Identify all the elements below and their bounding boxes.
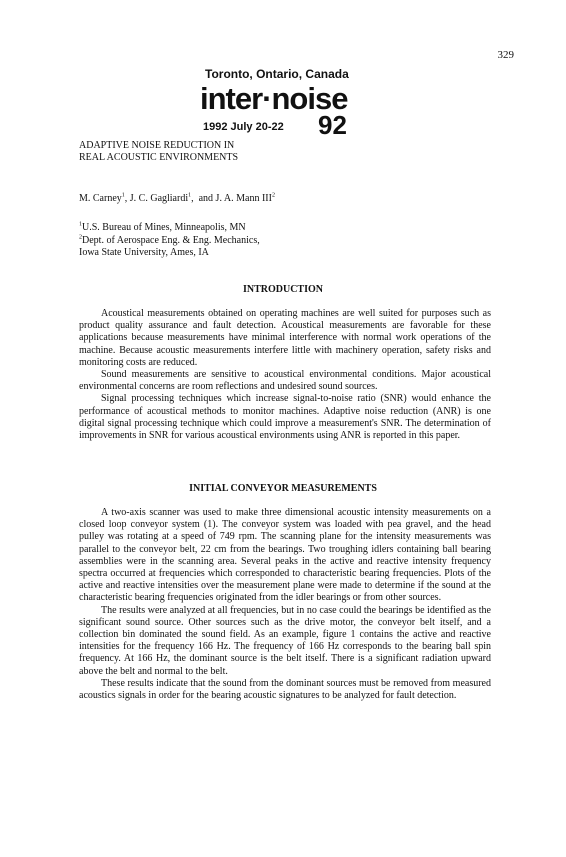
paper-title (79, 140, 339, 164)
section-body-conveyor (79, 507, 491, 702)
title-line: ADAPTIVE NOISE REDUCTION IN (79, 140, 235, 151)
author-affiliation-mark: 1 (188, 192, 192, 199)
paragraph: The results were analyzed at all frequencies, but in no case could the bearings be identified as the significant sound source. Other sources such as the drive motor, the conveyor belt itself, and a collection bin dominated the sound field. As an example, figure 1 contains the active and reactive intensities for the frequency 166 Hz. The frequency of 166 Hz corresponds to the bearing ball spin frequency. At 166 Hz, the dominant source is the belt itself. There is a significant radiation upward above the belt and normal to the belt. (79, 604, 491, 677)
affiliation-line: $^2$Dept. of Aerospace Eng. & Eng. Mechanics, (79, 234, 260, 246)
title-line: REAL ACOUSTIC ENVIRONMENTS (79, 152, 239, 163)
affiliation-mark: 2 (79, 234, 82, 241)
section-heading-conveyor: INITIAL CONVEYOR MEASUREMENTS (189, 483, 377, 494)
author-name: J. C. Gagliardi (129, 193, 189, 204)
paragraph: A two-axis scanner was used to make three dimensional acoustic intensity measurements on a closed loop conveyor system (1). The conveyor system was loaded with pea gravel, and the head pulley was rotating at a speed of 749 rpm. The scanning plane for the intensity measurements was parallel to the conveyor belt, 22 cm from the bearings. Two troughing idlers containing ball bearing assemblies were in the scanning area. Several peaks in the active and reactive intensity frequency spectra occurred at frequencies which corresponded to characteristic bearing frequencies. Plots of the active and reactive intensities over the measurement plane were made to determine if the sound at the characteristic bearing frequencies originated from the idler bearings or from other sources. (79, 507, 491, 604)
author-name: and J. A. Mann III (198, 193, 272, 204)
conference-location: Toronto, Ontario, Canada (205, 67, 349, 81)
paragraph: Signal processing techniques which increase signal-to-noise ratio (SNR) would enhance the performance of acoustical methods to monitor machines. Adaptive noise reduction (ANR) is one digital signal processing technique which could improve a measurement's SNR. The determination of improvements in SNR for various acoustical environments using ANR is reported in this paper. (79, 393, 491, 442)
author-affiliation-mark: 1 (121, 192, 125, 199)
author-affiliation-mark: 2 (271, 192, 275, 199)
affiliation-line: Iowa State University, Ames, IA (79, 247, 209, 258)
affiliations (79, 222, 260, 260)
conference-logo: inter·noise (200, 81, 348, 116)
paragraph: These results indicate that the sound from the dominant sources must be removed from measured acoustics signals in order for the bearing acoustic signatures to be analyzed for fault detection. (79, 677, 491, 702)
author-name: M. Carney (79, 193, 122, 204)
paragraph: Sound measurements are sensitive to acoustical environmental conditions. Major acoustical environmental concerns are room reflections and undesired sound sources. (79, 369, 491, 393)
conference-year: 92 (318, 110, 347, 140)
section-body-introduction (79, 308, 491, 442)
affiliation-mark: 1 (79, 221, 82, 228)
conference-dates: 1992 July 20-22 (203, 121, 284, 133)
paragraph: Acoustical measurements obtained on operating machines are well suited for purposes such as product quality assurance and fault detection. Acoustical measurements are favorable for these applications because measurements have minimal interference with normal work operations of the machine. Because acoustic measurements interfere little with machinery operation, safety risks and monitoring costs are reduced. (79, 308, 491, 368)
section-heading-introduction: INTRODUCTION (242, 284, 323, 295)
affiliation-line: $^1$U.S. Bureau of Mines, Minneapolis, MN (79, 221, 246, 233)
author-list: M. Carney$^1$, J. C. Gagliardi$^1$, and J. A. Mann III$^2$ (79, 192, 275, 204)
page-number: 329 (497, 49, 514, 61)
